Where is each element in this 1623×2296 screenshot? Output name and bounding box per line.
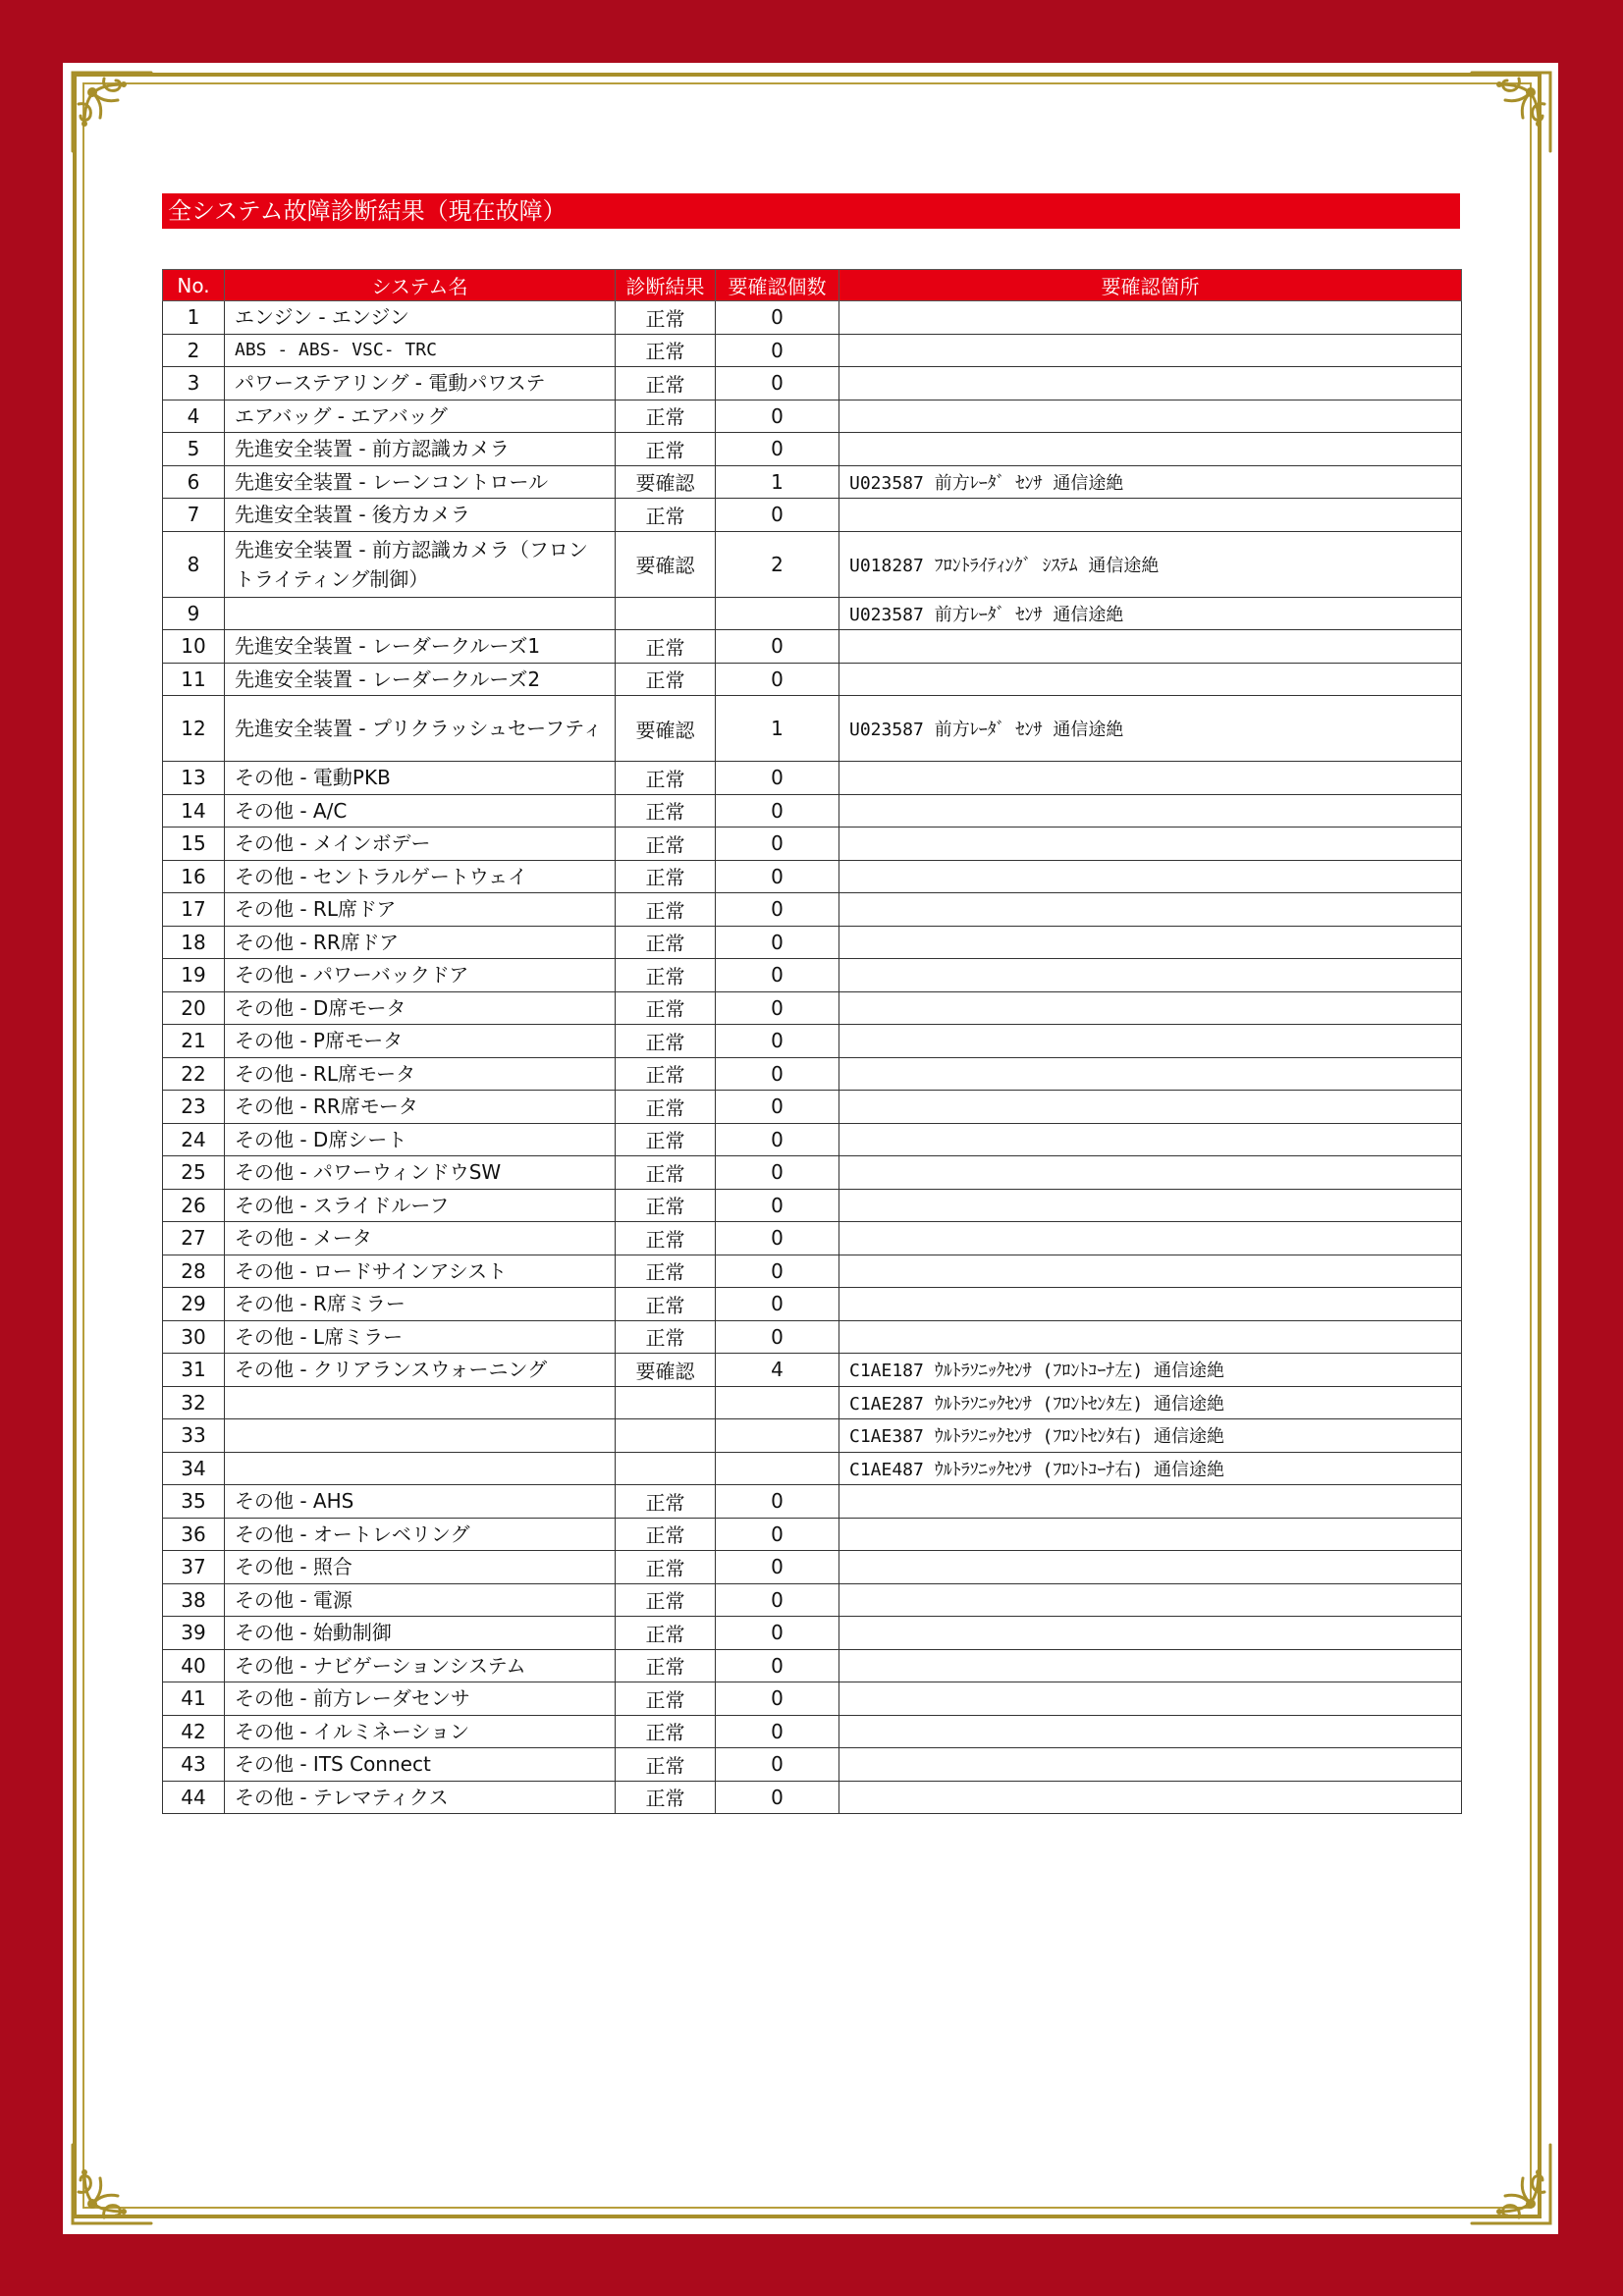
table-row <box>163 828 1462 861</box>
cell-check-count: 4 <box>716 1354 839 1387</box>
cell-check-location <box>839 1222 1462 1255</box>
cell-diagnosis-result: 正常 <box>616 1485 716 1519</box>
cell-check-location <box>839 1091 1462 1124</box>
cell-diagnosis-result: 正常 <box>616 926 716 959</box>
cell-diagnosis-result: 正常 <box>616 1123 716 1156</box>
cell-diagnosis-result: 正常 <box>616 1518 716 1551</box>
cell-no: 24 <box>163 1123 225 1156</box>
cell-diagnosis-result: 正常 <box>616 860 716 893</box>
cell-diagnosis-result: 正常 <box>616 1649 716 1682</box>
cell-system-name: その他 - A/C <box>225 794 616 828</box>
cell-check-location <box>839 1748 1462 1782</box>
cell-no: 43 <box>163 1748 225 1782</box>
cell-no: 37 <box>163 1551 225 1584</box>
cell-check-location <box>839 1617 1462 1650</box>
cell-check-count: 0 <box>716 663 839 696</box>
cell-system-name: 先進安全装置 - レーダークルーズ1 <box>225 630 616 664</box>
cell-no: 2 <box>163 334 225 367</box>
cell-check-count: 0 <box>716 1156 839 1190</box>
cell-check-location <box>839 1551 1462 1584</box>
cell-system-name: その他 - ITS Connect <box>225 1748 616 1782</box>
cell-check-location <box>839 1288 1462 1321</box>
cell-system-name: その他 - パワーバックドア <box>225 959 616 992</box>
cell-system-name <box>225 1419 616 1453</box>
cell-check-location <box>839 400 1462 433</box>
cell-check-location <box>839 828 1462 861</box>
cell-system-name: その他 - L席ミラー <box>225 1320 616 1354</box>
cell-check-location: C1AE387 ｳﾙﾄﾗｿﾆｯｸｾﾝｻ (ﾌﾛﾝﾄｾﾝﾀ右) 通信途絶 <box>839 1419 1462 1453</box>
corner-ornament-icon <box>65 65 159 159</box>
cell-system-name: その他 - メータ <box>225 1222 616 1255</box>
table-row <box>163 1551 1462 1584</box>
cell-check-location <box>839 1715 1462 1748</box>
table-row <box>163 1189 1462 1222</box>
cell-system-name: その他 - AHS <box>225 1485 616 1519</box>
cell-diagnosis-result: 正常 <box>616 367 716 400</box>
cell-check-count: 0 <box>716 1649 839 1682</box>
cell-diagnosis-result: 正常 <box>616 1288 716 1321</box>
cell-system-name: その他 - 照合 <box>225 1551 616 1584</box>
cell-no: 11 <box>163 663 225 696</box>
cell-check-count: 2 <box>716 531 839 597</box>
table-row <box>163 1057 1462 1091</box>
table-row <box>163 334 1462 367</box>
cell-no: 32 <box>163 1386 225 1419</box>
cell-diagnosis-result: 正常 <box>616 1189 716 1222</box>
cell-check-count <box>716 1386 839 1419</box>
cell-system-name: その他 - 前方レーダセンサ <box>225 1682 616 1716</box>
corner-ornament-icon <box>65 2137 159 2231</box>
cell-no: 21 <box>163 1025 225 1058</box>
table-row <box>163 1156 1462 1190</box>
cell-diagnosis-result: 正常 <box>616 1617 716 1650</box>
cell-check-location: C1AE287 ｳﾙﾄﾗｿﾆｯｸｾﾝｻ (ﾌﾛﾝﾄｾﾝﾀ左) 通信途絶 <box>839 1386 1462 1419</box>
table-row <box>163 630 1462 664</box>
cell-check-count: 0 <box>716 1781 839 1814</box>
cell-check-location: U023587 前方ﾚｰﾀﾞ ｾﾝｻ 通信途絶 <box>839 597 1462 630</box>
cell-system-name: エンジン - エンジン <box>225 301 616 335</box>
cell-diagnosis-result: 正常 <box>616 1222 716 1255</box>
cell-check-count: 0 <box>716 1025 839 1058</box>
cell-no: 41 <box>163 1682 225 1716</box>
cell-diagnosis-result: 正常 <box>616 1057 716 1091</box>
table-row <box>163 1255 1462 1288</box>
header-no: No. <box>163 270 225 301</box>
cell-no: 5 <box>163 433 225 466</box>
cell-no: 1 <box>163 301 225 335</box>
cell-system-name: 先進安全装置 - プリクラッシュセーフティ <box>225 696 616 762</box>
table-row <box>163 1518 1462 1551</box>
cell-check-location <box>839 1189 1462 1222</box>
cell-check-count: 0 <box>716 794 839 828</box>
cell-check-location <box>839 433 1462 466</box>
cell-system-name: その他 - テレマティクス <box>225 1781 616 1814</box>
cell-diagnosis-result: 正常 <box>616 400 716 433</box>
cell-check-location <box>839 893 1462 927</box>
cell-system-name: その他 - メインボデー <box>225 828 616 861</box>
table-row <box>163 663 1462 696</box>
cell-check-location <box>839 334 1462 367</box>
cell-system-name: その他 - RR席モータ <box>225 1091 616 1124</box>
cell-check-count: 0 <box>716 1320 839 1354</box>
cell-check-count: 0 <box>716 860 839 893</box>
cell-diagnosis-result: 正常 <box>616 1091 716 1124</box>
table-row <box>163 465 1462 499</box>
cell-check-location <box>839 1123 1462 1156</box>
cell-diagnosis-result <box>616 1419 716 1453</box>
page-title: 全システム故障診断結果（現在故障） <box>162 193 1460 229</box>
cell-system-name: その他 - パワーウィンドウSW <box>225 1156 616 1190</box>
cell-diagnosis-result: 正常 <box>616 1583 716 1617</box>
cell-check-count: 0 <box>716 334 839 367</box>
table-row <box>163 1715 1462 1748</box>
table-row <box>163 531 1462 597</box>
cell-no: 40 <box>163 1649 225 1682</box>
table-row <box>163 1583 1462 1617</box>
cell-check-location <box>839 1320 1462 1354</box>
cell-no: 9 <box>163 597 225 630</box>
table-row <box>163 991 1462 1025</box>
cell-check-count <box>716 1452 839 1485</box>
cell-check-count: 0 <box>716 301 839 335</box>
cell-system-name: その他 - RL席モータ <box>225 1057 616 1091</box>
cell-check-location <box>839 1781 1462 1814</box>
cell-no: 39 <box>163 1617 225 1650</box>
cell-no: 13 <box>163 762 225 795</box>
cell-diagnosis-result: 正常 <box>616 1255 716 1288</box>
cell-check-count: 0 <box>716 1123 839 1156</box>
cell-diagnosis-result: 要確認 <box>616 531 716 597</box>
table-row <box>163 1123 1462 1156</box>
cell-diagnosis-result: 正常 <box>616 828 716 861</box>
cell-system-name: 先進安全装置 - 前方認識カメラ <box>225 433 616 466</box>
cell-check-location <box>839 762 1462 795</box>
cell-no: 44 <box>163 1781 225 1814</box>
table-row <box>163 597 1462 630</box>
cell-diagnosis-result: 要確認 <box>616 696 716 762</box>
cell-system-name: その他 - クリアランスウォーニング <box>225 1354 616 1387</box>
cell-diagnosis-result: 正常 <box>616 1320 716 1354</box>
cell-system-name: ABS - ABS- VSC- TRC <box>225 334 616 367</box>
table-row <box>163 1748 1462 1782</box>
table-row <box>163 860 1462 893</box>
cell-check-location <box>839 959 1462 992</box>
table-row <box>163 301 1462 335</box>
cell-diagnosis-result <box>616 597 716 630</box>
cell-check-count: 0 <box>716 893 839 927</box>
cell-check-count: 0 <box>716 991 839 1025</box>
cell-no: 14 <box>163 794 225 828</box>
table-row <box>163 400 1462 433</box>
cell-check-count: 0 <box>716 1057 839 1091</box>
cell-no: 18 <box>163 926 225 959</box>
cell-check-location <box>839 1057 1462 1091</box>
table-row <box>163 1025 1462 1058</box>
cell-check-count: 0 <box>716 1189 839 1222</box>
cell-check-count: 0 <box>716 1288 839 1321</box>
cell-check-location <box>839 1025 1462 1058</box>
cell-no: 28 <box>163 1255 225 1288</box>
cell-check-count: 0 <box>716 1748 839 1782</box>
table-row <box>163 1682 1462 1716</box>
cell-check-count: 0 <box>716 1617 839 1650</box>
table-row <box>163 893 1462 927</box>
cell-diagnosis-result: 正常 <box>616 663 716 696</box>
cell-check-location <box>839 991 1462 1025</box>
table-row <box>163 696 1462 762</box>
cell-check-location <box>839 367 1462 400</box>
table-row <box>163 1091 1462 1124</box>
cell-system-name: 先進安全装置 - 前方認識カメラ（フロントライティング制御） <box>225 531 616 597</box>
corner-ornament-icon <box>1464 2137 1558 2231</box>
cell-check-count: 0 <box>716 1551 839 1584</box>
table-row <box>163 1485 1462 1519</box>
cell-no: 7 <box>163 499 225 532</box>
cell-check-count: 1 <box>716 465 839 499</box>
table-row <box>163 499 1462 532</box>
table-row <box>163 959 1462 992</box>
cell-check-count: 0 <box>716 828 839 861</box>
cell-check-count: 0 <box>716 959 839 992</box>
cell-diagnosis-result: 正常 <box>616 1715 716 1748</box>
cell-system-name: その他 - 電動PKB <box>225 762 616 795</box>
cell-check-count: 0 <box>716 630 839 664</box>
header-diagnosis-result: 診断結果 <box>616 270 716 301</box>
cell-check-location <box>839 663 1462 696</box>
cell-check-location <box>839 1156 1462 1190</box>
cell-no: 35 <box>163 1485 225 1519</box>
table-row <box>163 1781 1462 1814</box>
cell-diagnosis-result: 正常 <box>616 499 716 532</box>
cell-no: 19 <box>163 959 225 992</box>
cell-system-name: その他 - D席モータ <box>225 991 616 1025</box>
cell-no: 3 <box>163 367 225 400</box>
cell-no: 33 <box>163 1419 225 1453</box>
cell-diagnosis-result: 正常 <box>616 1025 716 1058</box>
cell-no: 27 <box>163 1222 225 1255</box>
cell-system-name: その他 - オートレベリング <box>225 1518 616 1551</box>
cell-no: 20 <box>163 991 225 1025</box>
cell-system-name: その他 - イルミネーション <box>225 1715 616 1748</box>
cell-no: 12 <box>163 696 225 762</box>
cell-no: 42 <box>163 1715 225 1748</box>
cell-no: 22 <box>163 1057 225 1091</box>
cell-system-name: その他 - スライドルーフ <box>225 1189 616 1222</box>
table-row <box>163 1288 1462 1321</box>
cell-check-location <box>839 926 1462 959</box>
cell-check-location <box>839 630 1462 664</box>
cell-check-count: 0 <box>716 1715 839 1748</box>
table-row <box>163 1649 1462 1682</box>
cell-check-count: 0 <box>716 499 839 532</box>
cell-system-name: その他 - RR席ドア <box>225 926 616 959</box>
header-check-location: 要確認箇所 <box>839 270 1462 301</box>
cell-system-name: その他 - R席ミラー <box>225 1288 616 1321</box>
cell-diagnosis-result: 正常 <box>616 794 716 828</box>
cell-check-count: 0 <box>716 1091 839 1124</box>
cell-no: 23 <box>163 1091 225 1124</box>
table-row <box>163 794 1462 828</box>
cell-check-location: U023587 前方ﾚｰﾀﾞ ｾﾝｻ 通信途絶 <box>839 465 1462 499</box>
cell-diagnosis-result: 正常 <box>616 1156 716 1190</box>
cell-check-location: C1AE187 ｳﾙﾄﾗｿﾆｯｸｾﾝｻ (ﾌﾛﾝﾄｺｰﾅ左) 通信途絶 <box>839 1354 1462 1387</box>
cell-diagnosis-result: 正常 <box>616 301 716 335</box>
cell-check-count: 0 <box>716 1583 839 1617</box>
cell-no: 36 <box>163 1518 225 1551</box>
cell-no: 25 <box>163 1156 225 1190</box>
cell-system-name: その他 - RL席ドア <box>225 893 616 927</box>
cell-no: 26 <box>163 1189 225 1222</box>
cell-no: 29 <box>163 1288 225 1321</box>
cell-no: 10 <box>163 630 225 664</box>
cell-diagnosis-result: 要確認 <box>616 1354 716 1387</box>
table-row <box>163 926 1462 959</box>
table-row <box>163 1320 1462 1354</box>
cell-check-location <box>839 1682 1462 1716</box>
table-row <box>163 1452 1462 1485</box>
cell-system-name: その他 - ナビゲーションシステム <box>225 1649 616 1682</box>
cell-check-location <box>839 499 1462 532</box>
cell-system-name <box>225 1386 616 1419</box>
cell-diagnosis-result: 正常 <box>616 1682 716 1716</box>
table-row <box>163 433 1462 466</box>
cell-system-name: 先進安全装置 - レーンコントロール <box>225 465 616 499</box>
cell-system-name: その他 - セントラルゲートウェイ <box>225 860 616 893</box>
cell-no: 17 <box>163 893 225 927</box>
cell-system-name: 先進安全装置 - 後方カメラ <box>225 499 616 532</box>
cell-diagnosis-result <box>616 1386 716 1419</box>
cell-system-name: その他 - ロードサインアシスト <box>225 1255 616 1288</box>
cell-check-location <box>839 301 1462 335</box>
cell-check-location: U018287 ﾌﾛﾝﾄﾗｲﾃｨﾝｸﾞ ｼｽﾃﾑ 通信途絶 <box>839 531 1462 597</box>
cell-system-name: その他 - 電源 <box>225 1583 616 1617</box>
cell-system-name: パワーステアリング - 電動パワステ <box>225 367 616 400</box>
cell-diagnosis-result: 正常 <box>616 959 716 992</box>
cell-diagnosis-result: 正常 <box>616 1748 716 1782</box>
cell-diagnosis-result: 正常 <box>616 893 716 927</box>
cell-check-count: 1 <box>716 696 839 762</box>
cell-system-name <box>225 597 616 630</box>
cell-check-location: C1AE487 ｳﾙﾄﾗｿﾆｯｸｾﾝｻ (ﾌﾛﾝﾄｺｰﾅ右) 通信途絶 <box>839 1452 1462 1485</box>
header-check-count: 要確認個数 <box>716 270 839 301</box>
table-row <box>163 1354 1462 1387</box>
cell-check-count: 0 <box>716 1682 839 1716</box>
cell-check-count <box>716 597 839 630</box>
cell-check-count: 0 <box>716 762 839 795</box>
cell-check-location <box>839 1255 1462 1288</box>
cell-no: 31 <box>163 1354 225 1387</box>
cell-check-location <box>839 1485 1462 1519</box>
cell-check-location <box>839 860 1462 893</box>
cell-diagnosis-result: 正常 <box>616 1551 716 1584</box>
cell-system-name: その他 - P席モータ <box>225 1025 616 1058</box>
cell-check-count: 0 <box>716 433 839 466</box>
cell-check-location: U023587 前方ﾚｰﾀﾞ ｾﾝｻ 通信途絶 <box>839 696 1462 762</box>
cell-diagnosis-result: 正常 <box>616 762 716 795</box>
cell-no: 30 <box>163 1320 225 1354</box>
cell-diagnosis-result: 正常 <box>616 630 716 664</box>
cell-diagnosis-result: 要確認 <box>616 465 716 499</box>
corner-ornament-icon <box>1464 65 1558 159</box>
cell-check-location <box>839 1518 1462 1551</box>
cell-system-name: 先進安全装置 - レーダークルーズ2 <box>225 663 616 696</box>
table-row <box>163 1222 1462 1255</box>
cell-diagnosis-result: 正常 <box>616 433 716 466</box>
table-row <box>163 762 1462 795</box>
table-row <box>163 1617 1462 1650</box>
table-row <box>163 1386 1462 1419</box>
cell-check-location <box>839 794 1462 828</box>
cell-check-count: 0 <box>716 1518 839 1551</box>
cell-no: 38 <box>163 1583 225 1617</box>
cell-check-location <box>839 1583 1462 1617</box>
diagnosis-table <box>162 269 1462 1814</box>
cell-diagnosis-result <box>616 1452 716 1485</box>
table-row <box>163 1419 1462 1453</box>
table-row <box>163 367 1462 400</box>
cell-check-count: 0 <box>716 1485 839 1519</box>
cell-diagnosis-result: 正常 <box>616 991 716 1025</box>
cell-check-count: 0 <box>716 1255 839 1288</box>
header-system-name: システム名 <box>225 270 616 301</box>
cell-diagnosis-result: 正常 <box>616 334 716 367</box>
cell-check-count: 0 <box>716 1222 839 1255</box>
cell-check-count: 0 <box>716 400 839 433</box>
cell-check-count <box>716 1419 839 1453</box>
cell-system-name: その他 - D席シート <box>225 1123 616 1156</box>
cell-no: 16 <box>163 860 225 893</box>
cell-system-name: その他 - 始動制御 <box>225 1617 616 1650</box>
cell-check-location <box>839 1649 1462 1682</box>
cell-no: 8 <box>163 531 225 597</box>
cell-system-name: エアバッグ - エアバッグ <box>225 400 616 433</box>
cell-no: 4 <box>163 400 225 433</box>
cell-no: 6 <box>163 465 225 499</box>
cell-check-count: 0 <box>716 926 839 959</box>
cell-no: 15 <box>163 828 225 861</box>
cell-no: 34 <box>163 1452 225 1485</box>
cell-system-name <box>225 1452 616 1485</box>
cell-check-count: 0 <box>716 367 839 400</box>
cell-diagnosis-result: 正常 <box>616 1781 716 1814</box>
table-header-row <box>163 270 1462 301</box>
